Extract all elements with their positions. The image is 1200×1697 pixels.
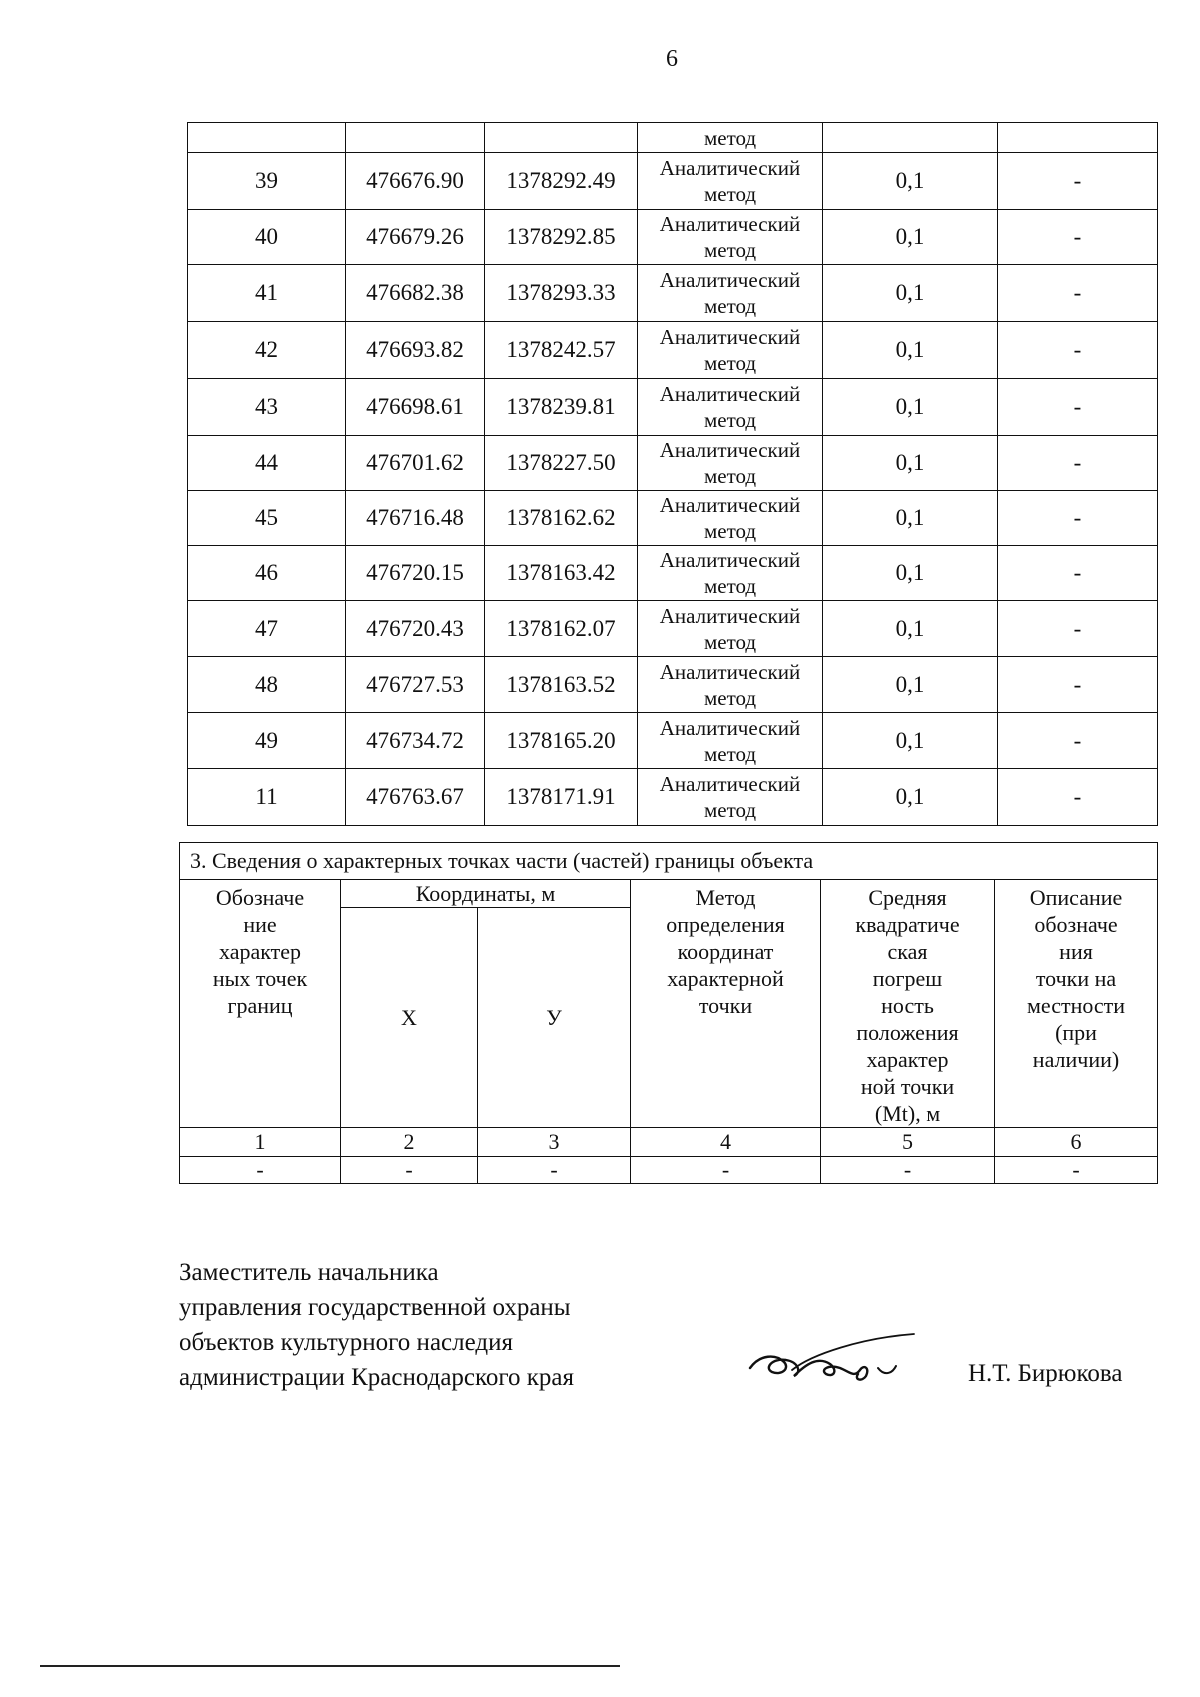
method-line: Аналитический — [659, 548, 801, 572]
x-cell: 476716.48 — [346, 491, 485, 546]
y-cell: 1378293.33 — [485, 265, 638, 322]
desc-cell: - — [998, 491, 1158, 546]
desc-cell: - — [998, 657, 1158, 713]
method-cell: метод — [638, 123, 823, 153]
method-cell — [638, 713, 823, 769]
method-line: метод — [703, 741, 757, 766]
dash-cell: - — [478, 1157, 631, 1184]
table-row — [188, 491, 1158, 546]
col-number: 3 — [478, 1128, 631, 1157]
method-cell — [638, 153, 823, 210]
method-cell — [638, 322, 823, 379]
x-cell: 476720.43 — [346, 601, 485, 657]
method-cell — [638, 601, 823, 657]
y-cell: 1378292.85 — [485, 210, 638, 265]
mt-cell: 0,1 — [823, 265, 998, 322]
header-description — [995, 880, 1158, 1128]
y-cell: 1378171.91 — [485, 769, 638, 826]
x-cell: 476734.72 — [346, 713, 485, 769]
header-x: Х — [341, 908, 478, 1128]
handwritten-signature — [742, 1324, 922, 1394]
method-line: Аналитический — [659, 382, 801, 406]
method-cell — [638, 546, 823, 601]
y-cell: 1378227.50 — [485, 436, 638, 491]
header-mt-text: Средняя квадратиче ская погреш ность положения характер ной точки (Mt), м — [855, 885, 960, 1126]
method-line: Аналитический — [659, 325, 801, 349]
method-line: метод — [703, 574, 757, 598]
mt-cell: 0,1 — [823, 546, 998, 601]
method-cell — [638, 769, 823, 826]
method-line: Аналитический — [659, 268, 801, 292]
col-number: 5 — [821, 1128, 995, 1157]
method-line: Аналитический — [659, 212, 801, 236]
col-number: 6 — [995, 1128, 1158, 1157]
mt-cell: 0,1 — [823, 153, 998, 210]
page-number: 6 — [666, 46, 678, 72]
dash-cell: - — [821, 1157, 995, 1184]
header-designation-text: Обозначе ние характер ных точек границ — [212, 885, 308, 1018]
col-number: 4 — [631, 1128, 821, 1157]
point-cell: 48 — [188, 657, 346, 713]
method-line: Аналитический — [659, 659, 801, 684]
method-line: метод — [703, 798, 757, 822]
header-designation — [180, 880, 341, 1128]
method-cell — [638, 657, 823, 713]
section3-table — [179, 842, 1158, 1184]
mt-cell: 0,1 — [823, 769, 998, 826]
position-line: объектов культурного наследия — [179, 1329, 513, 1356]
signature-block — [179, 1255, 574, 1395]
method-line: Аналитический — [659, 493, 801, 517]
table-row — [188, 379, 1158, 436]
x-cell: 476676.90 — [346, 153, 485, 210]
x-cell: 476763.67 — [346, 769, 485, 826]
y-cell: 1378165.20 — [485, 713, 638, 769]
x-cell: 476679.26 — [346, 210, 485, 265]
method-line: метод — [703, 629, 757, 654]
method-line: метод — [703, 408, 757, 432]
desc-cell: - — [998, 546, 1158, 601]
y-cell: 1378162.07 — [485, 601, 638, 657]
method-line: метод — [703, 238, 757, 262]
mt-cell: 0,1 — [823, 379, 998, 436]
x-cell: 476720.15 — [346, 546, 485, 601]
col-number: 1 — [180, 1128, 341, 1157]
table-row — [188, 436, 1158, 491]
mt-cell: 0,1 — [823, 491, 998, 546]
cell-empty — [823, 123, 998, 153]
method-line: метод — [703, 464, 757, 488]
method-cell — [638, 436, 823, 491]
coord-body — [188, 153, 1158, 769]
method-line: Аналитический — [659, 603, 801, 628]
table-row — [188, 210, 1158, 265]
dash-cell: - — [180, 1157, 341, 1184]
position-line: администрации Краснодарского края — [179, 1364, 575, 1391]
coordinates-table — [187, 122, 1158, 826]
point-cell: 39 — [188, 153, 346, 210]
mt-cell: 0,1 — [823, 713, 998, 769]
header-row — [180, 880, 1158, 908]
table-row — [188, 322, 1158, 379]
point-cell: 46 — [188, 546, 346, 601]
dash-cell: - — [341, 1157, 478, 1184]
section-title: 3. Сведения о характерных точках части (частей) границы объекта — [180, 843, 1158, 880]
column-numbers-row — [180, 1128, 1158, 1157]
col-number: 2 — [341, 1128, 478, 1157]
y-cell: 1378162.62 — [485, 491, 638, 546]
header-mt — [821, 880, 995, 1128]
point-cell: 49 — [188, 713, 346, 769]
point-cell: 47 — [188, 601, 346, 657]
point-cell: 44 — [188, 436, 346, 491]
header-coordinates: Координаты, м — [341, 880, 631, 908]
point-cell: 43 — [188, 379, 346, 436]
method-line: Аналитический — [659, 438, 801, 462]
desc-cell: - — [998, 769, 1158, 826]
table-row — [188, 769, 1158, 826]
header-y: У — [478, 908, 631, 1128]
point-cell: 41 — [188, 265, 346, 322]
desc-cell: - — [998, 436, 1158, 491]
dash-cell: - — [631, 1157, 821, 1184]
desc-cell: - — [998, 379, 1158, 436]
table-row — [188, 601, 1158, 657]
mt-cell: 0,1 — [823, 210, 998, 265]
x-cell: 476701.62 — [346, 436, 485, 491]
y-cell: 1378163.42 — [485, 546, 638, 601]
method-cell — [638, 491, 823, 546]
desc-cell: - — [998, 265, 1158, 322]
header-description-text: Описание обозначе ния точки на местности (при наличии) — [1026, 885, 1126, 1072]
desc-cell: - — [998, 153, 1158, 210]
y-cell: 1378163.52 — [485, 657, 638, 713]
bottom-divider — [40, 1665, 620, 1667]
method-cell — [638, 379, 823, 436]
point-cell: 45 — [188, 491, 346, 546]
point-cell: 11 — [188, 769, 346, 826]
method-line: метод — [703, 182, 757, 206]
table-row — [188, 713, 1158, 769]
method-cell — [638, 265, 823, 322]
method-line: метод — [703, 351, 757, 375]
desc-cell: - — [998, 322, 1158, 379]
dash-cell: - — [995, 1157, 1158, 1184]
y-cell: 1378242.57 — [485, 322, 638, 379]
method-line: Аналитический — [659, 156, 801, 180]
x-cell: 476698.61 — [346, 379, 485, 436]
table-row-continued — [188, 123, 1158, 153]
method-line: Аналитический — [659, 715, 801, 740]
x-cell: 476727.53 — [346, 657, 485, 713]
cell-empty — [485, 123, 638, 153]
cell-empty — [188, 123, 346, 153]
x-cell: 476693.82 — [346, 322, 485, 379]
y-cell: 1378239.81 — [485, 379, 638, 436]
point-cell: 40 — [188, 210, 346, 265]
point-cell: 42 — [188, 322, 346, 379]
desc-cell: - — [998, 210, 1158, 265]
position-line: управления государственной охраны — [179, 1294, 571, 1321]
cell-empty — [346, 123, 485, 153]
desc-cell: - — [998, 713, 1158, 769]
desc-cell: - — [998, 601, 1158, 657]
method-cell — [638, 210, 823, 265]
method-line: метод — [703, 685, 757, 710]
method-line: метод — [703, 294, 757, 318]
mt-cell: 0,1 — [823, 657, 998, 713]
y-cell: 1378292.49 — [485, 153, 638, 210]
method-line: Аналитический — [659, 772, 801, 796]
table-row — [188, 657, 1158, 713]
mt-cell: 0,1 — [823, 322, 998, 379]
signer-name: Н.Т. Бирюкова — [968, 1360, 1123, 1387]
method-line: метод — [703, 519, 757, 543]
empty-data-row — [180, 1157, 1158, 1184]
table-row — [188, 153, 1158, 210]
header-method — [631, 880, 821, 1128]
header-method-text: Метод определения координат характерной точки — [666, 885, 785, 1018]
section-title-row — [180, 843, 1158, 880]
mt-cell: 0,1 — [823, 601, 998, 657]
x-cell: 476682.38 — [346, 265, 485, 322]
table-row — [188, 265, 1158, 322]
cell-empty — [998, 123, 1158, 153]
position-line: Заместитель начальника — [179, 1259, 439, 1286]
mt-cell: 0,1 — [823, 436, 998, 491]
table-row — [188, 546, 1158, 601]
